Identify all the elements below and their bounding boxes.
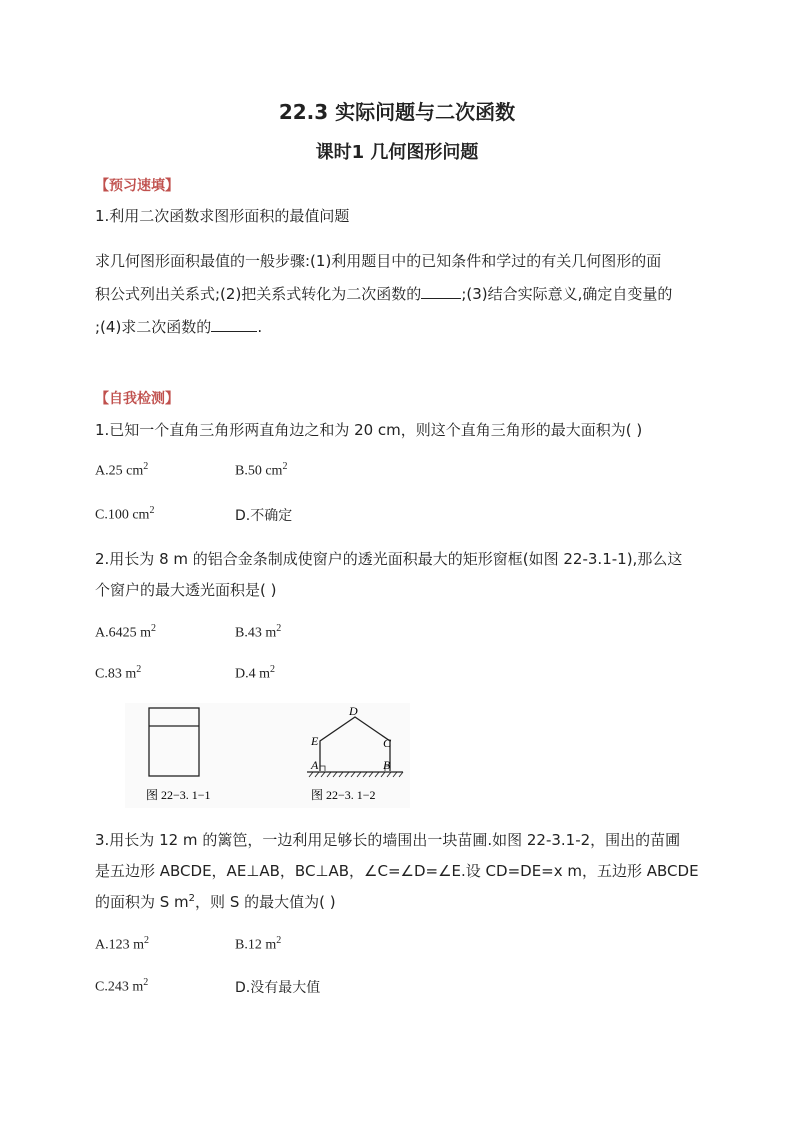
q2-option-c: C.83 $m^2$ bbox=[95, 664, 142, 682]
preview-line-2 bbox=[95, 283, 672, 304]
q3-option-a: A.123 $m^2$ bbox=[95, 935, 149, 953]
q3-option-d: D.没有最大值 bbox=[235, 980, 321, 996]
q2-option-b: B.43 $m^2$ bbox=[235, 623, 282, 641]
preview-line-2b: ;(3)结合实际意义,确定自变量的 bbox=[461, 285, 673, 303]
page-title: 22.3 实际问题与二次函数 bbox=[278, 100, 516, 124]
q1-option-c: C.100 $cm^2$ bbox=[95, 505, 155, 523]
figures-panel bbox=[125, 703, 410, 808]
preview-line-2a: 积公式列出关系式;(2)把关系式转化为二次函数的 bbox=[95, 285, 422, 303]
section-selfcheck-label: 【自我检测】 bbox=[95, 391, 179, 407]
page-subtitle: 课时1 几何图形问题 bbox=[315, 142, 479, 163]
q1-option-d: D.不确定 bbox=[235, 508, 293, 524]
q2-stem-1: 2.用长为 8 m 的铝合金条制成使窗户的透光面积最大的矩形窗框(如图 22-3.1-1),那么这 bbox=[95, 550, 683, 568]
q3-option-c: C.243 $m^2$ bbox=[95, 977, 149, 995]
q2-option-a: A.6425 $m^2$ bbox=[95, 623, 156, 641]
q2-stem-2: 个窗户的最大透光面积是( ) bbox=[95, 581, 277, 599]
preview-item-title: 1.利用二次函数求图形面积的最值问题 bbox=[95, 207, 350, 225]
q3-stem-1: 3.用长为 12 m 的篱笆，一边利用足够长的墙围出一块苗圃.如图 22-3.1-2，围出的苗圃 bbox=[95, 831, 681, 849]
q1-option-a: A.25 $cm^2$ bbox=[95, 461, 149, 479]
fill-blank-2 bbox=[211, 317, 257, 332]
preview-line-3b: . bbox=[257, 318, 263, 336]
label-e: E bbox=[311, 734, 319, 748]
q2-option-d: D.4 $m^2$ bbox=[235, 664, 275, 682]
figure-2-caption: 图 22−3. 1−2 bbox=[311, 788, 376, 802]
label-c: C bbox=[383, 736, 392, 750]
q1-option-b: B.50 $cm^2$ bbox=[235, 461, 288, 479]
preview-line-3a: ;(4)求二次函数的 bbox=[95, 318, 212, 336]
label-b: B bbox=[383, 758, 391, 772]
q3-option-b: B.12 $m^2$ bbox=[235, 935, 282, 953]
label-d: D bbox=[349, 704, 358, 718]
figure-1-caption: 图 22−3. 1−1 bbox=[146, 788, 211, 802]
label-a: A bbox=[311, 758, 319, 772]
q3-stem-3: 的面积为 S $m^2$，则 S 的最大值为( ) bbox=[95, 893, 336, 911]
section-preview-label: 【预习速填】 bbox=[95, 178, 179, 194]
q1-stem: 1.已知一个直角三角形两直角边之和为 20 cm，则这个直角三角形的最大面积为( ) bbox=[95, 421, 643, 439]
fill-blank-1 bbox=[421, 284, 461, 299]
preview-line-3 bbox=[95, 316, 262, 337]
preview-line-1: 求几何图形面积最值的一般步骤:(1)利用题目中的已知条件和学过的有关几何图形的面 bbox=[95, 252, 662, 270]
q3-stem-2: 是五边形 ABCDE，AE⊥AB，BC⊥AB，∠C=∠D=∠E.设 CD=DE=x m，五边形 ABCDE bbox=[95, 862, 699, 880]
